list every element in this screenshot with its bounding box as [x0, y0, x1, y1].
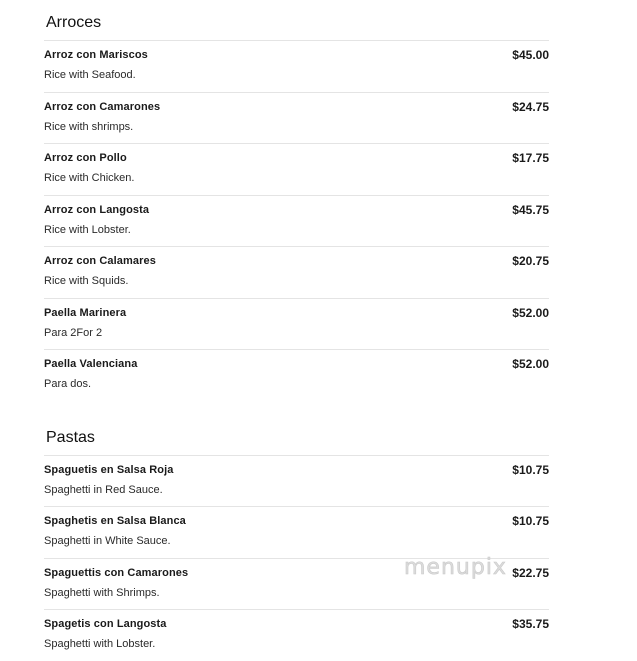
item-price: $17.75	[512, 151, 549, 165]
item-description: Rice with Chicken.	[44, 172, 135, 184]
item-price: $20.75	[512, 254, 549, 268]
menu-item	[44, 41, 549, 93]
menu-item	[44, 93, 549, 145]
menu-item	[44, 507, 549, 559]
item-description: Rice with Squids.	[44, 275, 129, 287]
item-name: Arroz con Calamares	[44, 255, 156, 267]
item-price: $10.75	[512, 462, 549, 477]
item-name: Spaghetis en Salsa Blanca	[44, 515, 186, 527]
item-price: $52.00	[512, 305, 549, 320]
item-description: Rice with Seafood.	[44, 69, 136, 81]
item-description: Para dos.	[44, 378, 92, 390]
item-name: Arroz con Langosta	[44, 203, 150, 216]
item-description: Para 2For 2	[44, 326, 103, 339]
item-name: Spaguettis con Camarones	[44, 566, 189, 579]
item-description: Spaghetti with Shrimps.	[44, 586, 160, 599]
menu-item	[44, 299, 549, 351]
watermark: menupix	[404, 555, 507, 580]
menu-item	[44, 247, 549, 299]
menu-item	[44, 610, 549, 661]
item-description: Rice with shrimps.	[44, 120, 134, 133]
menu-item	[44, 196, 549, 248]
section-title: Pastas	[44, 415, 549, 456]
menu-item	[44, 559, 549, 611]
menu-item	[44, 350, 549, 401]
item-description: Spaghetti in White Sauce.	[44, 535, 171, 547]
item-name: Arroz con Camarones	[44, 100, 161, 113]
item-name: Arroz con Pollo	[44, 152, 127, 164]
item-description: Spaghetti with Lobster.	[44, 638, 156, 650]
item-price: $45.00	[512, 48, 549, 62]
menu	[44, 0, 549, 661]
menu-item	[44, 456, 549, 508]
item-price: $35.75	[512, 617, 549, 631]
item-description: Spaghetti in Red Sauce.	[44, 483, 163, 496]
menu-section-pastas	[44, 415, 549, 661]
item-description: Rice with Lobster.	[44, 223, 131, 236]
item-price: $45.75	[512, 202, 549, 217]
item-name: Spaguetis en Salsa Roja	[44, 463, 174, 476]
item-name: Paella Valenciana	[44, 358, 138, 370]
item-price: $24.75	[512, 99, 549, 114]
item-name: Arroz con Mariscos	[44, 49, 148, 61]
item-price: $22.75	[512, 565, 549, 580]
menu-section-arroces	[44, 0, 549, 401]
item-price: $52.00	[512, 357, 549, 371]
item-price: $10.75	[512, 514, 549, 528]
menu-item	[44, 144, 549, 196]
item-name: Spagetis con Langosta	[44, 618, 167, 630]
item-name: Paella Marinera	[44, 306, 127, 319]
section-title: Arroces	[44, 0, 549, 41]
